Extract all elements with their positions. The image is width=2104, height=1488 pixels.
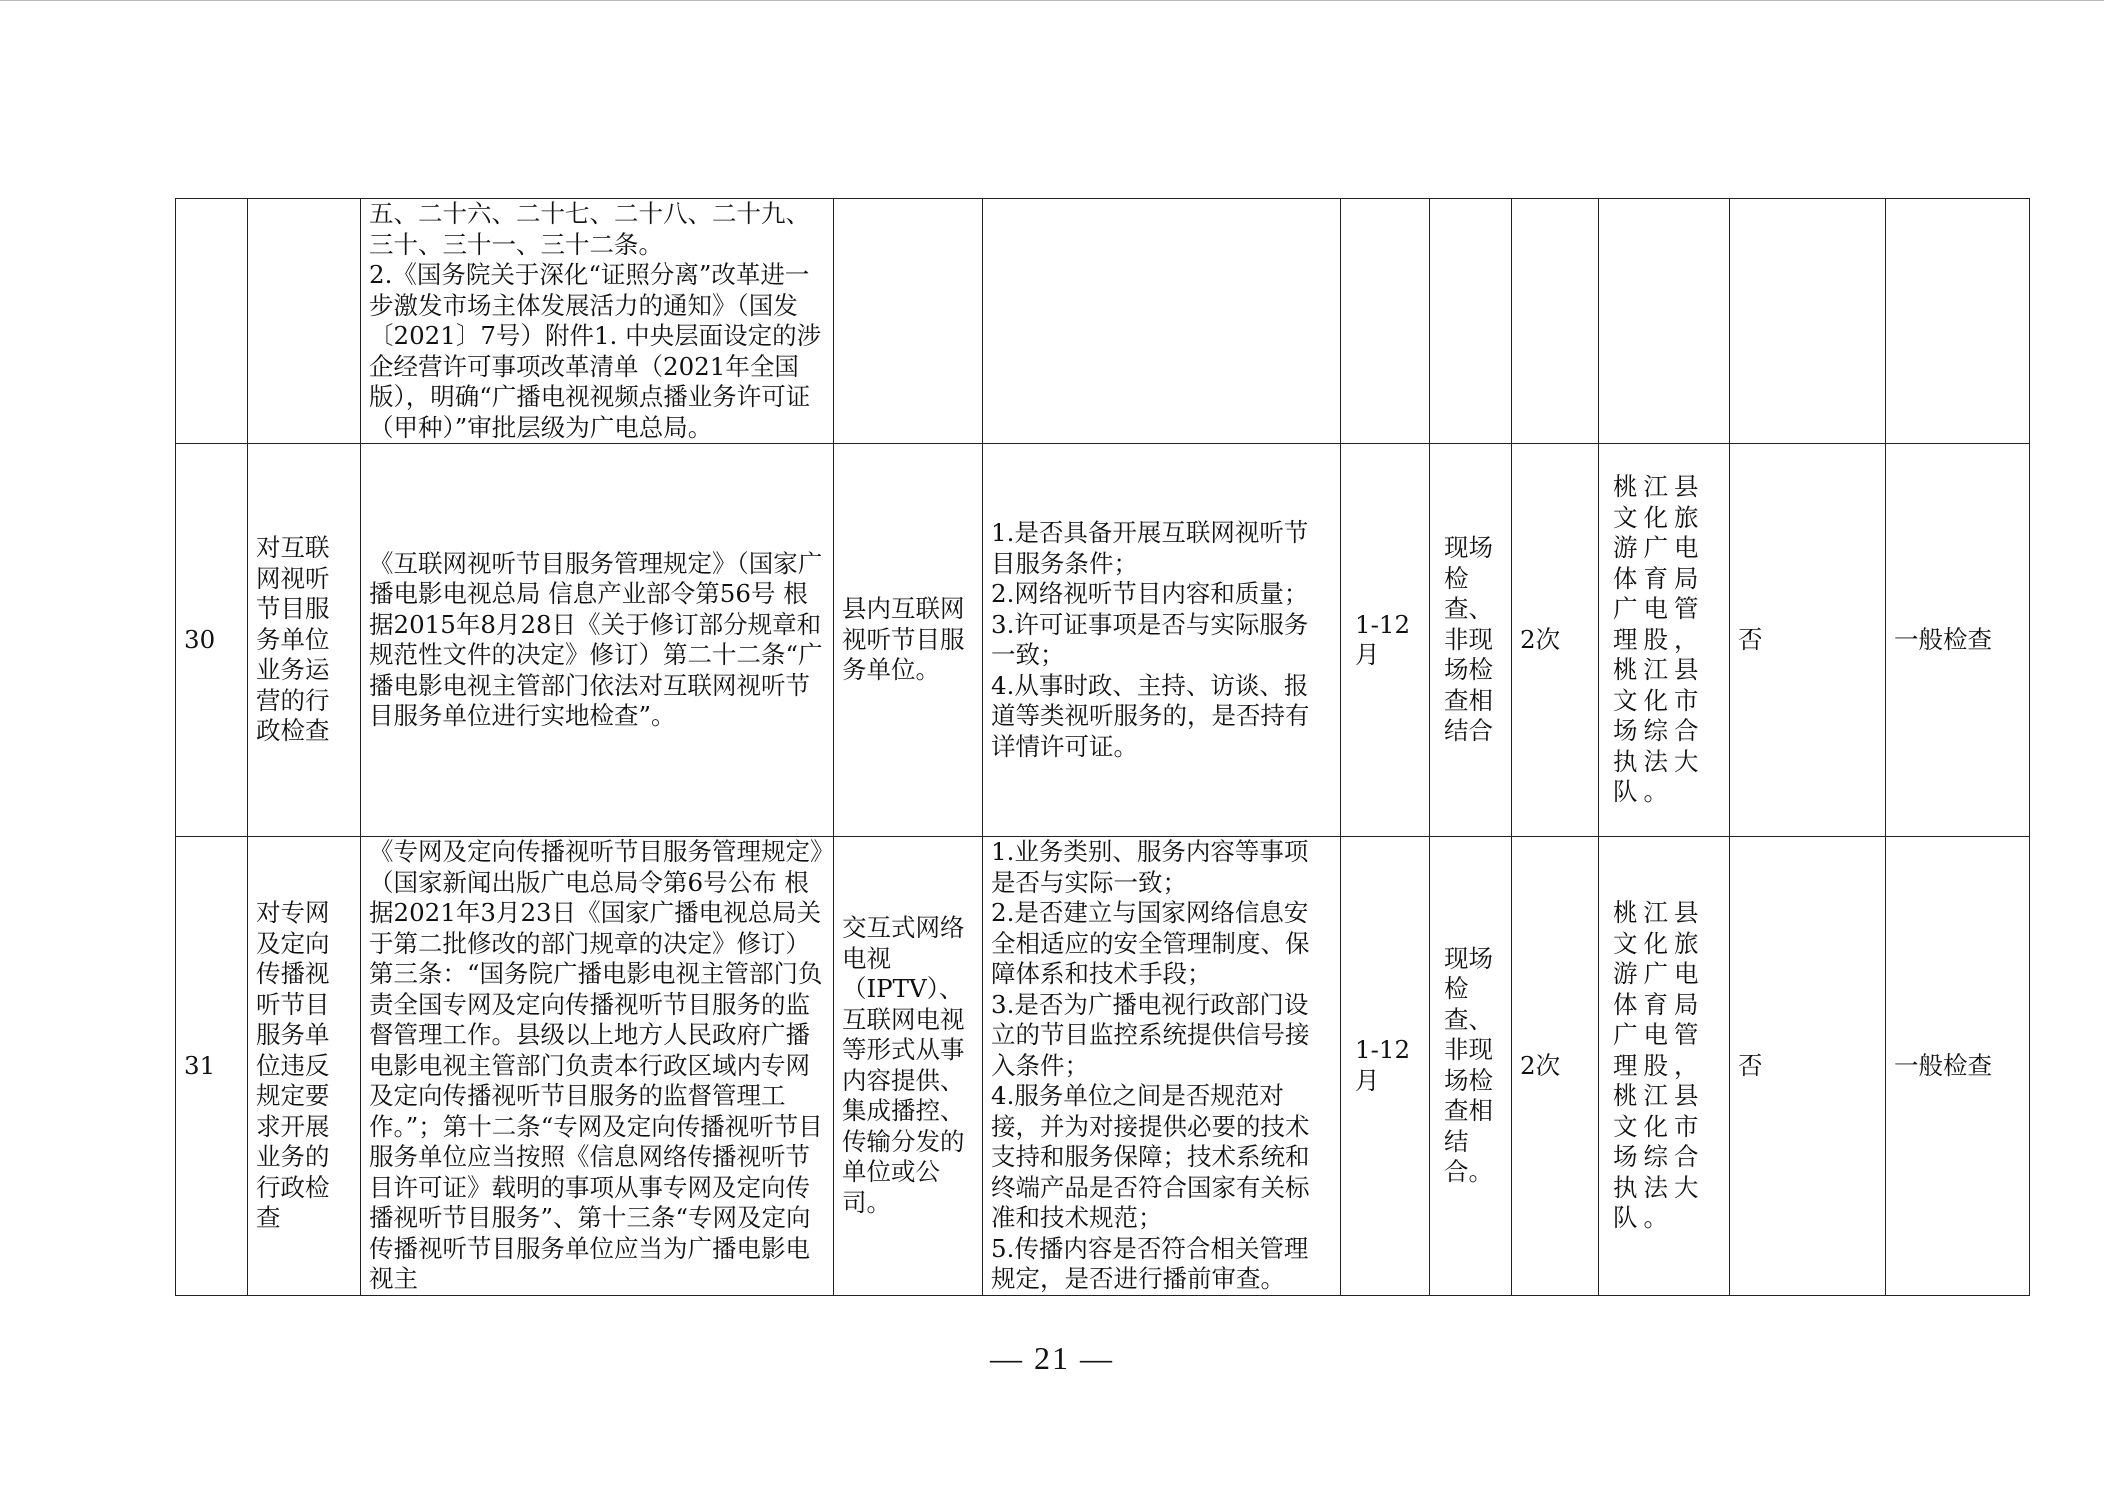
cell-method — [1430, 199, 1512, 444]
cell-agency: 桃江县文化旅游广电体育局广电管理股，桃江县文化市场综合执法大队。 — [1599, 444, 1730, 837]
cell-no — [176, 199, 248, 444]
cell-joint — [1730, 199, 1886, 444]
cell-method: 现场检查、非现场检查相结合。 — [1430, 837, 1512, 1296]
cell-no: 31 — [176, 837, 248, 1296]
cell-period: 1-12月 — [1341, 837, 1430, 1296]
cell-agency: 桃江县文化旅游广电体育局广电管理股，桃江县文化市场综合执法大队。 — [1599, 837, 1730, 1296]
table-row — [176, 444, 2030, 837]
cell-content — [983, 199, 1341, 444]
cell-content: 1.是否具备开展互联网视听节目服务条件； 2.网络视听节目内容和质量； 3.许可证事项是否与实际服务一致； 4.从事时政、主持、访谈、报道等类视听服务的，是否持有详情许可证。 — [983, 444, 1341, 837]
cell-basis — [361, 199, 834, 444]
cell-basis: 《互联网视听节目服务管理规定》（国家广播电影电视总局 信息产业部令第56号 根据2015年8月28日《关于修订部分规章和规范性文件的决定》修订）第二十二条“广播电影电视主管部门依法对互联网视听节目服务单位进行实地检查”。 — [361, 444, 834, 837]
cell-agency — [1599, 199, 1730, 444]
table-row-continued — [176, 199, 2030, 444]
cell-type: 一般检查 — [1886, 444, 2030, 837]
cell-period: 1-12月 — [1341, 444, 1430, 837]
cell-joint: 否 — [1730, 444, 1886, 837]
cell-content: 1.业务类别、服务内容等事项是否与实际一致； 2.是否建立与国家网络信息安全相适应的安全管理制度、保障体系和技术手段； 3.是否为广播电视行政部门设立的节目监控系统提供信号接入条件； 4.服务单位之间是否规范对接，并为对接提供必要的技术支持和服务保障；技术系统和终端产品是否符合国家有关标准和技术规范； 5.传播内容是否符合相关管理规定，是否进行播前审查。 — [983, 837, 1341, 1296]
cell-type — [1886, 199, 2030, 444]
cell-basis: 《专网及定向传播视听节目服务管理规定》（国家新闻出版广电总局令第6号公布 根据2021年3月23日《国家广播电视总局关于第二批修改的部门规章的决定》修订）第三条：“国务院广播电影电视主管部门负责全国专网及定向传播视听节目服务的监督管理工作。县级以上地方人民政府广播电影电视主管部门负责本行政区域内专网及定向传播视听节目服务的监督管理工作。”；第十二条“专网及定向传播视听节目服务单位应当按照《信息网络传播视听节目许可证》载明的事项从事专网及定向传播视听节目服务”、第十三条“专网及定向传播视听节目服务单位应当为广播电影电视主 — [361, 837, 834, 1296]
basis-continued-text: 五、二十六、二十七、二十八、二十九、三十、三十一、三十二条。 2.《国务院关于深化“证照分离”改革进一步激发市场主体发展活力的通知》（国发〔2021〕7号）附件1. 中央层面设定的涉企经营许可事项改革清单（2021年全国版），明确“广播电视视频点播业务许可证（甲种）”审批层级为广电总局。 — [369, 199, 822, 442]
cell-object — [834, 199, 983, 444]
cell-period — [1341, 199, 1430, 444]
cell-times — [1512, 199, 1599, 444]
cell-no: 30 — [176, 444, 248, 837]
cell-item: 对专网及定向传播视听节目服务单位违反规定要求开展业务的行政检查 — [248, 837, 361, 1296]
cell-item — [248, 199, 361, 444]
cell-object: 县内互联网视听节目服务单位。 — [834, 444, 983, 837]
cell-object: 交互式网络电视（IPTV）、互联网电视等形式从事内容提供、集成播控、传输分发的单位或公司。 — [834, 837, 983, 1296]
cell-times: 2次 — [1512, 444, 1599, 837]
cell-item: 对互联网视听节目服务单位业务运营的行政检查 — [248, 444, 361, 837]
cell-method: 现场检查、非现场检查相结合 — [1430, 444, 1512, 837]
page-number: — 21 — — [990, 1340, 1114, 1376]
table-row — [176, 837, 2030, 1296]
page-top-border — [0, 0, 2104, 1]
cell-type: 一般检查 — [1886, 837, 2030, 1296]
cell-joint: 否 — [1730, 837, 1886, 1296]
inspection-table — [175, 198, 2030, 1296]
cell-times: 2次 — [1512, 837, 1599, 1296]
